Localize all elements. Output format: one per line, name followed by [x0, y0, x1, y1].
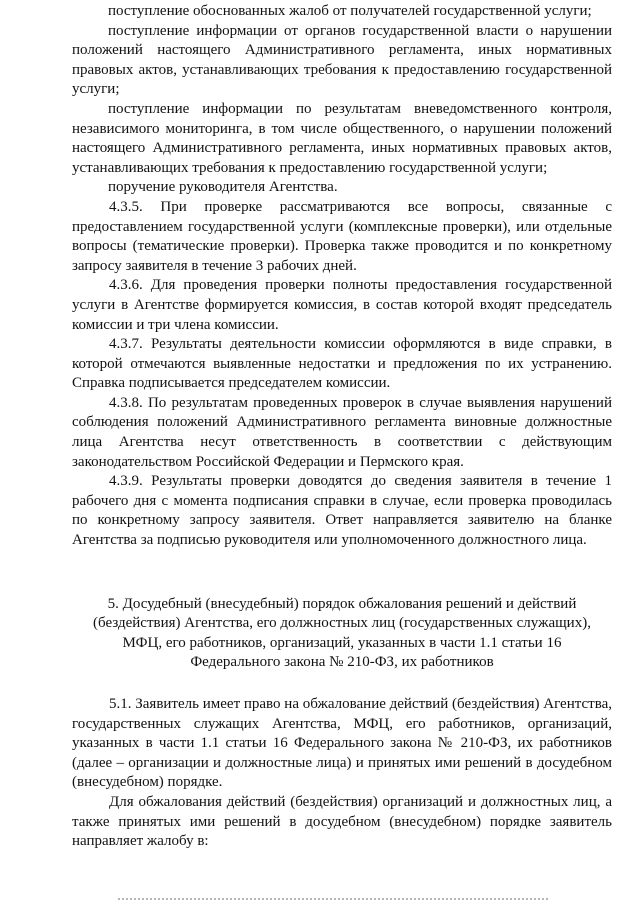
- paragraph-authority-info: поступление информации от органов государственной власти о нарушении положений настоящего Административного регламента, иных нормативных правовых актов, устанавливающих требования к предоставлению государственной услуги;: [72, 22, 612, 98]
- paragraph-4-3-9: 4.3.9. Результаты проверки доводятся до сведения заявителя в течение 1 рабочего дня с момента подписания справки в случае, если проверка проводилась по конкретному запросу заявителя. Ответ направляется заявителю на бланке Агентства за подписью руководителя или уполномоченного должностного лица.: [72, 473, 612, 549]
- paragraph-4-3-7: 4.3.7. Результаты деятельности комиссии оформляются в виде справки, в которой отмечаются выявленные недостатки и предложения по их устранению. Справка подписывается председателем комиссии.: [72, 336, 612, 392]
- document-page: [72, 2, 612, 852]
- paragraph-4-3-5: 4.3.5. При проверке рассматриваются все вопросы, связанные с предоставлением государственной услуги (комплексные проверки), или отдельные вопросы (тематические проверки). Проверка также проводится и по конкретному запросу заявителя в течение 3 рабочих дней.: [72, 198, 612, 274]
- paragraph-head-order: поручение руководителя Агентства.: [108, 179, 338, 196]
- scan-edge-artifact: [118, 898, 548, 902]
- paragraph-appeal-targets: Для обжалования действий (бездействия) организаций и должностных лиц, а также принятых ими решений в досудебном (внесудебном) порядке заявитель направляет жалобу в:: [72, 793, 612, 850]
- paragraph-4-3-6: 4.3.6. Для проведения проверки полноты предоставления государственной услуги в Агентстве формируется комиссия, в состав которой входят председатель комиссии и три члена комиссии.: [72, 277, 612, 333]
- paragraph-complaints: поступление обоснованных жалоб от получателей государственной услуги;: [108, 3, 592, 19]
- section-5-heading: 5. Досудебный (внесудебный) порядок обжалования решений и действий (бездействия) Агентства, его должностных лиц (государственных служащих), МФЦ, его работников, организаций, указанных в части 1.1 статьи 16 Федерального закона № 210-ФЗ, их работников: [93, 595, 591, 671]
- paragraph-external-control: поступление информации по результатам вневедомственного контроля, независимого мониторинга, в том числе общественного, о нарушении положений настоящего Административного регламента, иных нормативных правовых актов, устанавливающих требования к предоставлению государственной услуги;: [72, 100, 612, 176]
- paragraph-4-3-8: 4.3.8. По результатам проведенных проверок в случае выявления нарушений соблюдения положений Административного регламента виновные должностные лица Агентства несут ответственность в соответствии с действующим законодательством Российской Федерации и Пермского края.: [72, 394, 612, 470]
- paragraph-5-1: 5.1. Заявитель имеет право на обжалование действий (бездействия) Агентства, государственных служащих Агентства, МФЦ, его работников, организаций, указанных в части 1.1 статьи 16 Федерального закона № 210-ФЗ, их работников (далее – организации и должностные лица) и принятых ими решений в досудебном (внесудебном) порядке.: [72, 696, 612, 791]
